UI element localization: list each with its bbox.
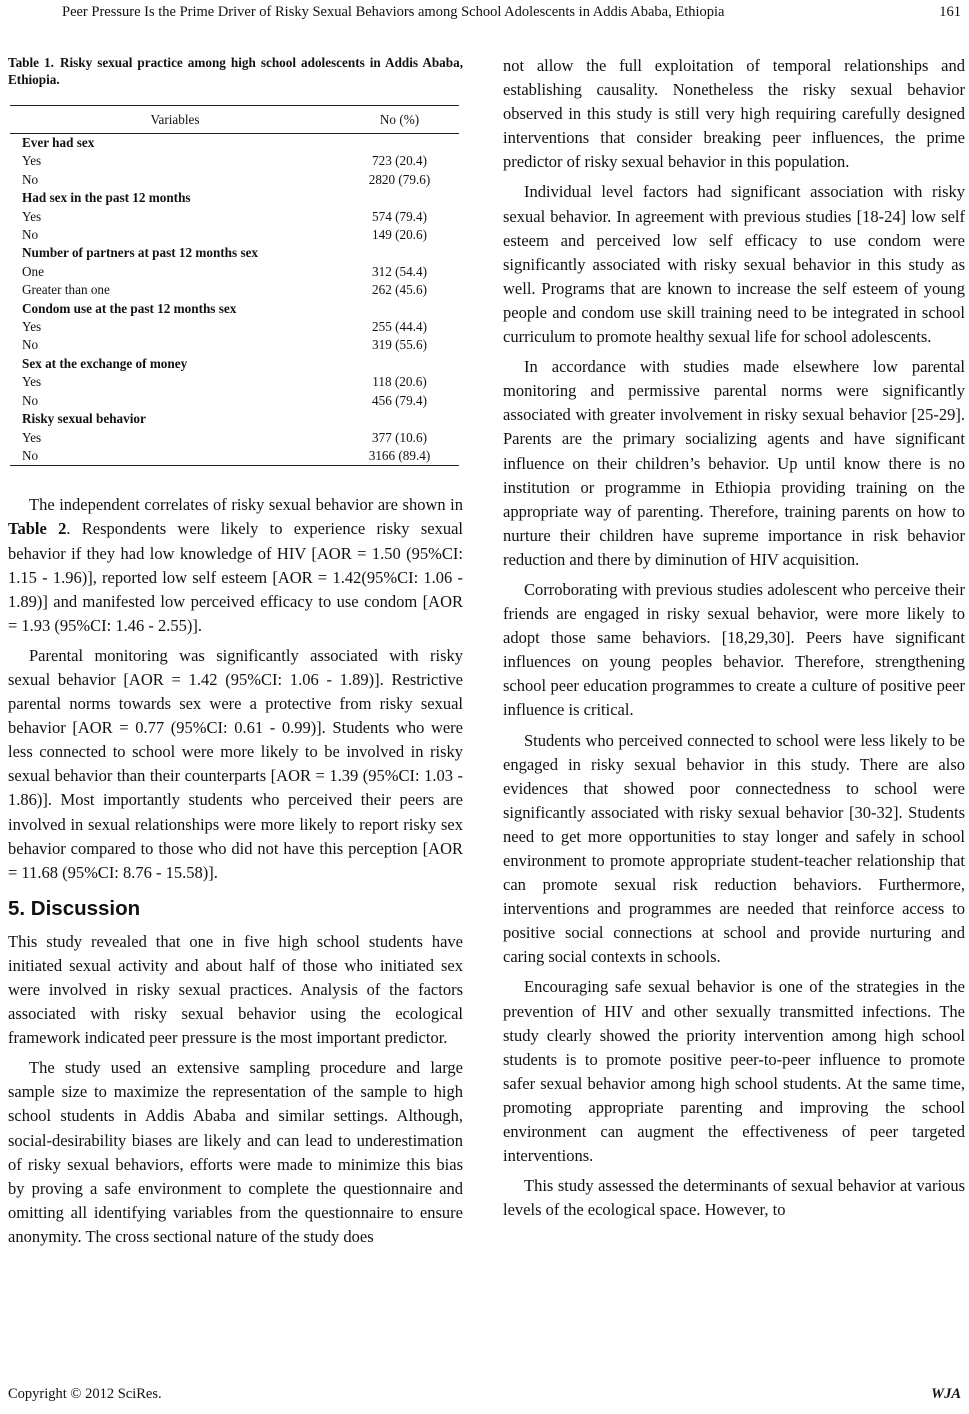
discussion-paragraph-3: not allow the full exploitation of temporal relationships and establishing causality. Nonetheless the risky sexual behavior observed in this study is still very high requiring carefully designed interventions that consider breaking peer influences, the prime predictor of risky sexual behavior in this population.	[503, 56, 965, 172]
discussion-paragraph-2: The study used an extensive sampling procedure and large sample size to maximize the representation of the sample to high school students in Addis Ababa and similar settings. Although, social-desirability biases are likely and can lead to underestimation of risky sexual behaviors, efforts were made to minimize this bias by proving a safe environment to complete the questionnaire and omitting all identifying variables from the questionnaire to ensure anonymity. The cross sectional nature of the study does	[8, 1058, 463, 1246]
table-row	[10, 226, 459, 244]
category-label: Had sex in the past 12 months	[22, 190, 191, 206]
table-row	[10, 208, 459, 226]
table-category-row	[10, 410, 459, 428]
row-value: 3166 (89.4)	[340, 447, 459, 466]
table-row	[10, 429, 459, 447]
results-paragraph-1	[8, 493, 463, 638]
running-header	[0, 4, 969, 26]
table-row	[10, 373, 459, 391]
row-value: 118 (20.6)	[372, 374, 427, 390]
table-category-row	[10, 189, 459, 207]
discussion-paragraph-4: Individual level factors had significant association with risky sexual behavior. In agreement with previous studies [18-24] low self esteem and perceived low self efficacy to use condom were significantly associated with risky sexual behavior in this study as well. Programs that are known to increase the self esteem of young people and condom use skill training need to be integrated in school curriculum to promote healthy sexual life for school adolescents.	[503, 182, 965, 347]
row-label: No	[22, 227, 39, 243]
col-header-no-percent: No (%)	[340, 106, 459, 134]
discussion-paragraph-1: This study revealed that one in five high school students have initiated sexual activity and about half of those who initiated sex were involved in risky sexual practices. Analysis of the factors associated with risky sexual behavior using the ecological framework indicated peer pressure is the most important predictor.	[8, 931, 463, 1048]
table-header-row	[10, 106, 459, 134]
page-footer	[0, 1386, 969, 1408]
right-column	[503, 54, 965, 1222]
category-label: Condom use at the past 12 months sex	[22, 300, 237, 316]
table-body	[10, 134, 459, 466]
row-value	[340, 134, 459, 153]
row-label: Yes	[22, 319, 42, 335]
row-label: One	[22, 263, 44, 279]
page-number: 161	[939, 4, 961, 20]
table-category-row	[10, 355, 459, 373]
row-label: Yes	[22, 208, 42, 224]
row-value: 574 (79.4)	[372, 208, 427, 224]
row-label: Yes	[22, 374, 42, 390]
table-1	[10, 105, 459, 466]
table-row	[10, 171, 459, 189]
table-category-row	[10, 134, 459, 153]
row-label: No	[10, 447, 340, 466]
table-row	[10, 447, 459, 466]
row-label: Greater than one	[22, 282, 110, 298]
row-value	[340, 300, 459, 318]
row-value: 312 (54.4)	[372, 263, 427, 279]
table-category-row	[10, 244, 459, 262]
table-row	[10, 152, 459, 170]
row-value: 723 (20.4)	[372, 153, 427, 169]
discussion-paragraph-5: In accordance with studies made elsewhere low parental monitoring and permissive parental norms were significantly associated with greater involvement in risky sexual behavior [25-29]. Parents are the primary socializing agents and have significant influence on their children’s behavior. Up until know there is no institution or programme in Ethiopia providing training on the appropriate way of parenting. Therefore, training parents on how to nurture their children have supreme importance in risk behavior reduction and there by diminution of HIV acquisition.	[503, 357, 965, 569]
discussion-paragraph-9: This study assessed the determinants of sexual behavior at various levels of the ecological space. However, to	[503, 1176, 965, 1220]
row-label: Yes	[22, 153, 42, 169]
row-value: 456 (79.4)	[372, 392, 427, 408]
left-body-text	[8, 493, 463, 1249]
col-header-variables: Variables	[10, 106, 340, 134]
results-p1-text-b: . Respondents were likely to experience risky sexual behavior if they had low knowledge of HIV [AOR = 1.50 (95%CI: 1.15 - 1.96)], reported low self esteem [AOR = 1.42(95%CI: 1.06 - 1.89)] and manifested low perceived efficacy to use condom [AOR = 1.93 (95%CI: 1.46 - 2.55)].	[8, 519, 463, 635]
table-row	[10, 318, 459, 336]
table-category-row	[10, 300, 459, 318]
row-label: No	[22, 171, 39, 187]
table-row	[10, 281, 459, 299]
running-title: Peer Pressure Is the Prime Driver of Risky Sexual Behaviors among School Adolescents in Addis Ababa, Ethiopia	[62, 4, 725, 20]
table-row	[10, 392, 459, 410]
row-label: No	[22, 337, 39, 353]
table-caption-text: Risky sexual practice among high school adolescents in Addis Ababa, Ethiopia.	[8, 55, 463, 87]
row-value: 262 (45.6)	[372, 282, 427, 298]
table-caption	[8, 54, 463, 88]
row-value	[340, 189, 459, 207]
table-2-reference: Table 2	[8, 519, 67, 539]
row-value: 2820 (79.6)	[368, 171, 431, 187]
row-value	[340, 355, 459, 373]
discussion-paragraph-6: Corroborating with previous studies adolescent who perceive their friends are engaged in risky sexual behavior, were more likely to adopt those same behaviors. [18,29,30]. Peers have significant influences on young peoples behavior. Therefore, strengthening school peer education programmes to create a culture of positive peer influence is critical.	[503, 579, 965, 720]
row-label: Yes	[22, 429, 42, 445]
left-column	[8, 54, 463, 1249]
row-label: No	[22, 392, 39, 408]
table-row	[10, 263, 459, 281]
table-caption-label: Table 1.	[8, 55, 54, 70]
row-value: 149 (20.6)	[372, 227, 427, 243]
copyright-notice: Copyright © 2012 SciRes.	[8, 1386, 162, 1402]
journal-abbreviation: WJA	[931, 1386, 961, 1402]
row-value: 255 (44.4)	[372, 319, 427, 335]
discussion-paragraph-7: Students who perceived connected to school were less likely to be engaged in risky sexual behavior in this study. There are also evidences that showed poor connectedness to school were significantly associated with risky sexual behavior [30-32]. Students need to get more opportunities to stay longer and safely in school environment to promote appropriate student-teacher relationship that can promote sexual risk reduction behaviors. Furthermore, interventions and programmes are needed that reinforce access to positive social connections at school and provide nurturing and caring social contexts in schools.	[503, 730, 965, 967]
discussion-paragraph-8: Encouraging safe sexual behavior is one of the strategies in the prevention of HIV and other sexually transmitted infections. The study clearly showed the priority intervention among high school students is to promote positive peer-to-peer influence to promote safer sexual behavior among high school students. At the same time, promoting appropriate parenting and improving the school environment can augment the effectiveness of peer targeted interventions.	[503, 977, 965, 1166]
row-value	[340, 244, 459, 262]
results-paragraph-2: Parental monitoring was significantly associated with risky sexual behavior [AOR = 1.42 (95%CI: 1.06 - 1.89)]. Restrictive parental norms towards sex were a protective from risky sexual behavior [AOR = 0.77 (95%CI: 0.61 - 0.99)]. Students who were less connected to school were more likely to be involved in risky sexual behavior than their counterparts [AOR = 1.39 (95%CI: 1.03 - 1.86)]. Most importantly students who perceived their peers are involved in sexual relationships were more likely to report risky sex behavior compared to those who did not have this perception [AOR = 11.68 (95%CI: 8.76 - 15.58)].	[8, 645, 463, 882]
category-label: Ever had sex	[22, 135, 95, 150]
results-p1-text-a: The independent correlates of risky sexual behavior are shown in	[29, 495, 463, 515]
category-label: Sex at the exchange of money	[22, 355, 188, 371]
table-row	[10, 336, 459, 354]
category-label: Risky sexual behavior	[22, 411, 146, 427]
row-value: 377 (10.6)	[372, 429, 427, 445]
discussion-heading: 5. Discussion	[8, 896, 141, 920]
row-value: 319 (55.6)	[372, 337, 427, 353]
risky-sexual-practice-table	[10, 105, 459, 466]
category-label: Number of partners at past 12 months sex	[22, 245, 259, 261]
row-value	[340, 410, 459, 428]
